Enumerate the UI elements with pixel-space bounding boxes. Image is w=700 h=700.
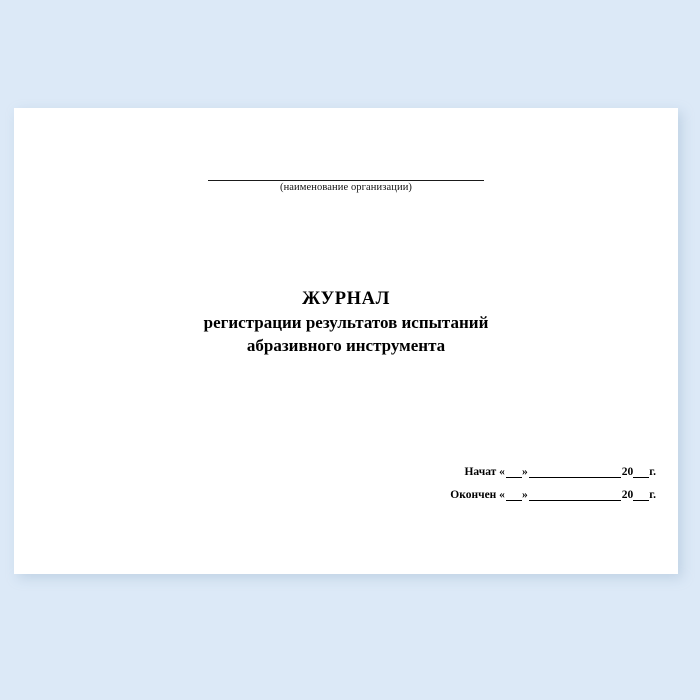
organization-name-block <box>14 163 678 193</box>
started-year-field[interactable] <box>633 468 649 478</box>
started-day-field[interactable] <box>506 468 522 478</box>
dates-block <box>450 466 656 512</box>
started-year-suffix: г. <box>649 466 656 478</box>
finished-month-field[interactable] <box>529 491 621 501</box>
started-quote-close: » <box>521 466 528 478</box>
page-title: ЖУРНАЛ <box>301 289 391 309</box>
started-label: Начат « <box>464 466 505 478</box>
finished-quote-close: » <box>521 489 528 501</box>
organization-name-caption: (наименование организации) <box>279 182 413 193</box>
finished-year-prefix: 20 <box>621 489 634 501</box>
finished-year-field[interactable] <box>633 491 649 501</box>
finished-day-field[interactable] <box>506 491 522 501</box>
finished-date-row <box>450 489 656 501</box>
document-subtitle-line-1: регистрации результатов испытаний <box>203 312 489 332</box>
finished-year-suffix: г. <box>649 489 656 501</box>
document-page <box>14 108 678 574</box>
started-year-prefix: 20 <box>621 466 634 478</box>
document-title-block <box>14 288 678 357</box>
document-subtitle-line-2: абразивного инструмента <box>246 335 446 355</box>
organization-name-rule <box>208 170 484 181</box>
finished-label: Окончен « <box>450 489 505 501</box>
started-month-field[interactable] <box>529 468 621 478</box>
started-date-row <box>450 466 656 478</box>
